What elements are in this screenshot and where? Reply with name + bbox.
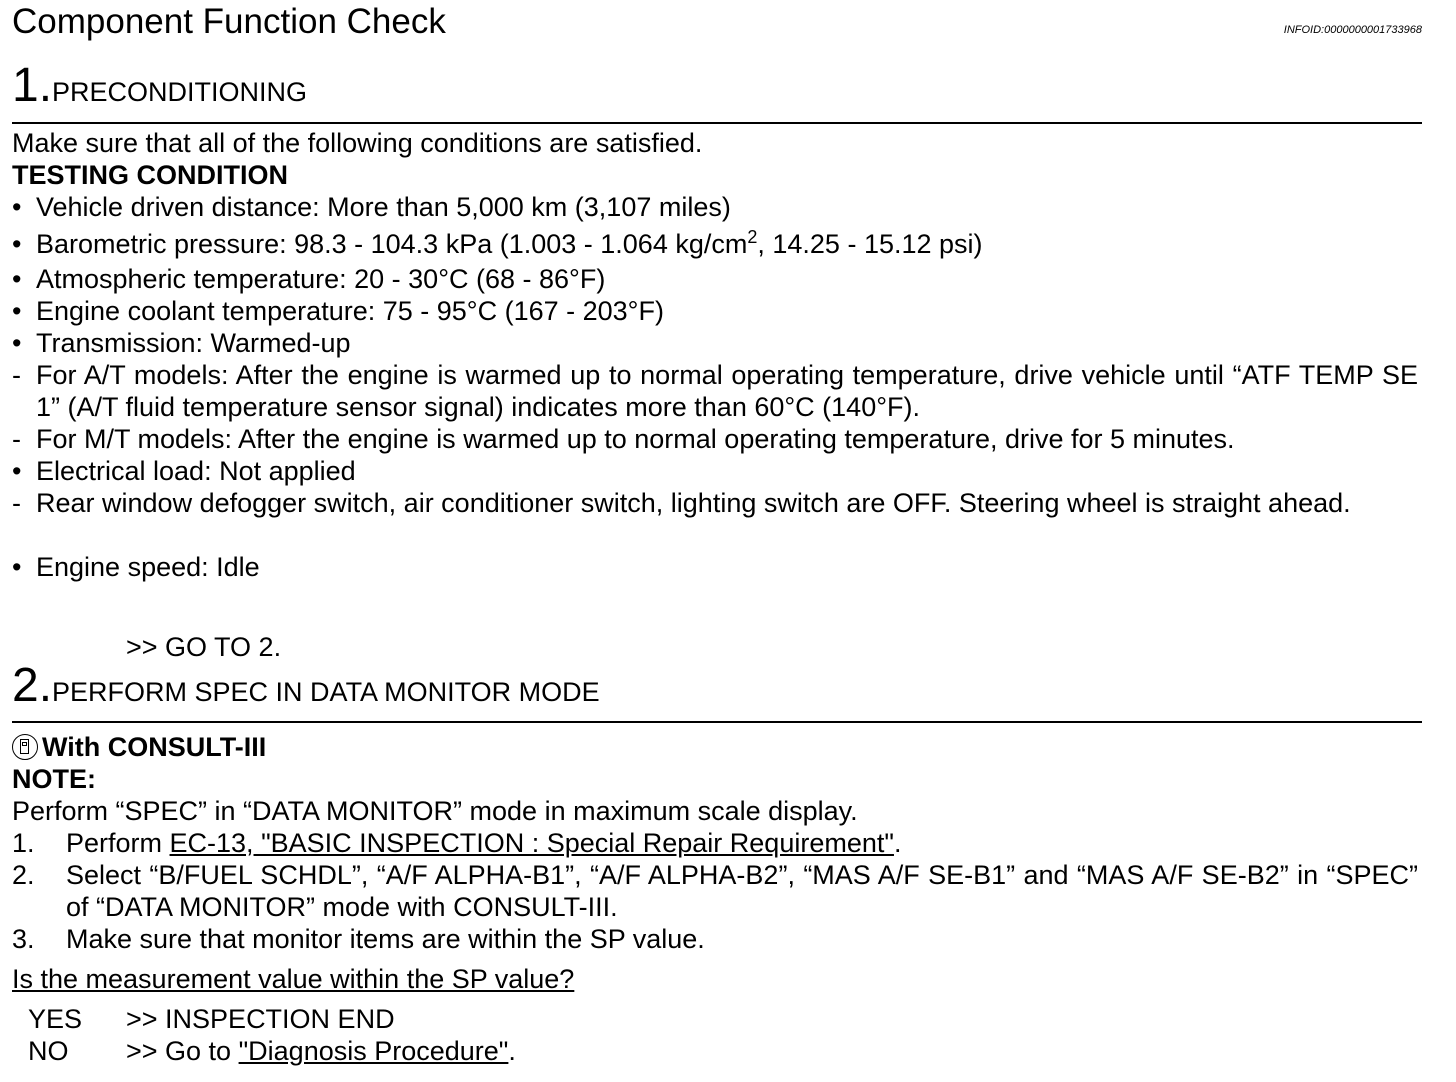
consult-device-icon <box>12 734 38 760</box>
dash-marker: - <box>12 360 21 390</box>
step-number: 3. <box>12 924 35 954</box>
yes-action: >> INSPECTION END <box>126 1004 395 1034</box>
testing-condition-label: TESTING CONDITION <box>12 160 288 190</box>
step-number: 1. <box>12 828 35 858</box>
numbered-step <box>12 827 1418 859</box>
step-2-heading: PERFORM SPEC IN DATA MONITOR MODE <box>52 677 600 707</box>
consult-label-text: With CONSULT-III <box>42 732 267 762</box>
step-1-divider <box>12 122 1422 124</box>
list-item <box>12 228 1418 260</box>
step-2-divider <box>12 721 1422 723</box>
no-label: NO <box>28 1036 69 1066</box>
numbered-step <box>12 923 1418 955</box>
dash-marker: - <box>12 488 21 518</box>
bullet-marker: • <box>12 229 22 259</box>
step-text: Make sure that monitor items are within the SP value. <box>66 924 705 954</box>
bullet-marker: • <box>12 456 22 486</box>
step-1-intro: Make sure that all of the following conditions are satisfied. <box>12 128 703 158</box>
list-item-text: Engine coolant temperature: 75 - 95°C (167 - 203°F) <box>36 296 664 326</box>
step-text: Select “B/FUEL SCHDL”, “A/F ALPHA-B1”, “A/F ALPHA-B2”, “MAS A/F SE-B1” and “MAS A/F SE-B2” in “SPEC” of “DATA MONITOR” mode with CONSULT-III. <box>66 860 1418 922</box>
list-item-text: For M/T models: After the engine is warmed up to normal operating temperature, drive for 5 minutes. <box>36 424 1235 454</box>
bullet-marker: • <box>12 296 22 326</box>
list-item <box>12 455 1418 487</box>
diagnosis-procedure-link[interactable]: "Diagnosis Procedure" <box>238 1036 509 1066</box>
list-item-text: Transmission: Warmed-up <box>36 328 351 358</box>
basic-inspection-link[interactable]: EC-13, "BASIC INSPECTION : Special Repair Requirement" <box>169 828 894 858</box>
question: Is the measurement value within the SP value? <box>12 964 575 994</box>
list-item <box>12 423 1418 455</box>
list-item-text: Engine speed: Idle <box>36 552 260 582</box>
list-item-text <box>36 228 1418 260</box>
list-item <box>12 191 1418 223</box>
note-text: Perform “SPEC” in “DATA MONITOR” mode in maximum scale display. <box>12 796 858 826</box>
bullet-marker: • <box>12 552 22 582</box>
list-item <box>12 327 1418 359</box>
text-segment: Perform <box>66 828 170 858</box>
text-segment: , 14.25 - 15.12 psi) <box>757 229 983 259</box>
step-1-header <box>12 60 307 112</box>
dash-marker: - <box>12 424 21 454</box>
yes-label: YES <box>28 1004 83 1034</box>
list-item-text: Electrical load: Not applied <box>36 456 356 486</box>
note-label: NOTE: <box>12 764 96 794</box>
list-item <box>12 487 1418 519</box>
list-item <box>12 263 1418 295</box>
step-1-heading: PRECONDITIONING <box>52 77 308 107</box>
step-text <box>66 827 1418 859</box>
text-segment: >> Go to <box>126 1036 239 1066</box>
bullet-marker: • <box>12 264 22 294</box>
step-number: 2. <box>12 860 35 890</box>
list-item-text: Vehicle driven distance: More than 5,000 km (3,107 miles) <box>36 192 731 222</box>
list-item-text: Atmospheric temperature: 20 - 30°C (68 - 86°F) <box>36 264 606 294</box>
superscript: 2 <box>747 227 758 247</box>
consult-label <box>12 731 266 763</box>
bullet-marker: • <box>12 192 22 222</box>
goto-step-2: >> GO TO 2. <box>126 632 282 662</box>
no-action <box>126 1035 516 1067</box>
step-2-header <box>12 660 600 712</box>
page-title: Component Function Check <box>12 2 446 41</box>
list-item <box>12 359 1418 423</box>
list-item <box>12 295 1418 327</box>
step-1-number: 1. <box>12 59 53 112</box>
text-segment: . <box>508 1036 516 1066</box>
list-item <box>12 551 1418 583</box>
step-2-number: 2. <box>12 659 53 712</box>
list-item-text: Rear window defogger switch, air conditioner switch, lighting switch are OFF. Steering wheel is straight ahead. <box>36 488 1351 518</box>
numbered-step <box>12 859 1418 923</box>
bullet-marker: • <box>12 328 22 358</box>
info-id: INFOID:0000000001733968 <box>1283 24 1422 36</box>
text-segment: . <box>893 828 902 858</box>
list-item-text: For A/T models: After the engine is warmed up to normal operating temperature, drive vehicle until “ATF TEMP SE 1” (A/T fluid temperature sensor signal) indicates more than 60°C (140°F). <box>36 360 1418 422</box>
text-segment: Barometric pressure: 98.3 - 104.3 kPa (1.003 - 1.064 kg/cm <box>36 229 748 259</box>
